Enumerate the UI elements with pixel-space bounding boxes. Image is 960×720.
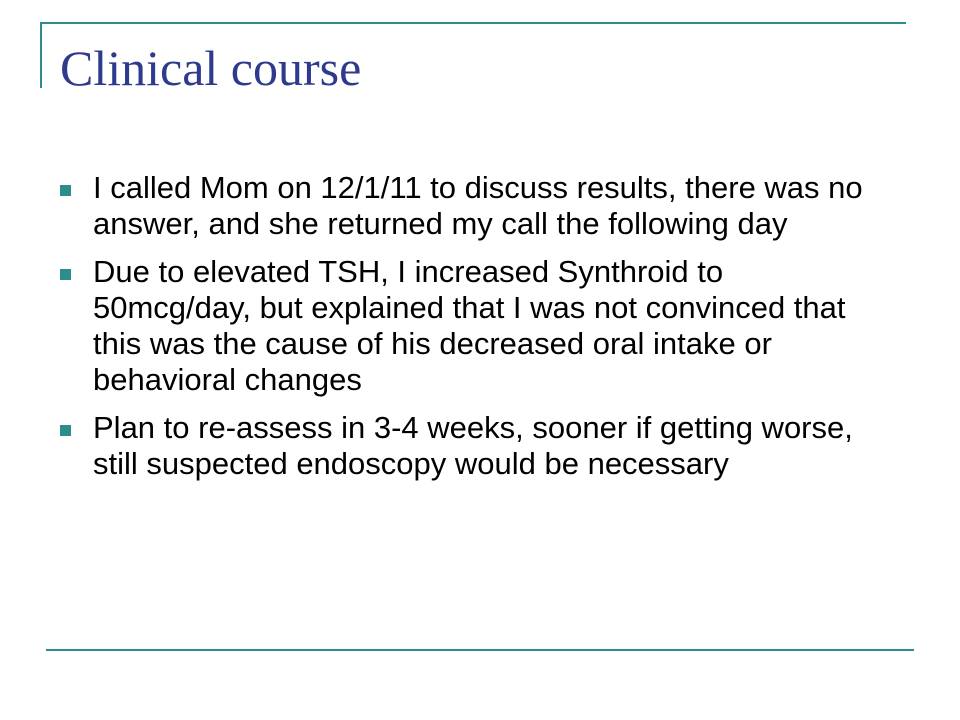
square-bullet-icon	[60, 185, 71, 196]
bottom-border-line	[46, 649, 914, 651]
bullet-text: I called Mom on 12/1/11 to discuss results, there was no answer, and she returned my call the following day	[93, 170, 863, 241]
bullet-text: Due to elevated TSH, I increased Synthroid to 50mcg/day, but explained that I was not convinced that this was the cause of his decreased oral intake or behavioral changes	[93, 254, 846, 397]
square-bullet-icon	[60, 425, 71, 436]
top-border-line	[40, 22, 906, 24]
bullet-item	[60, 254, 880, 398]
slide-title: Clinical course	[60, 40, 362, 96]
bullet-item	[60, 410, 880, 482]
left-border-line	[40, 22, 42, 88]
square-bullet-icon	[60, 269, 71, 280]
bullet-list	[60, 170, 880, 494]
bullet-text: Plan to re-assess in 3-4 weeks, sooner if getting worse, still suspected endoscopy would be necessary	[93, 410, 853, 481]
bullet-item	[60, 170, 880, 242]
